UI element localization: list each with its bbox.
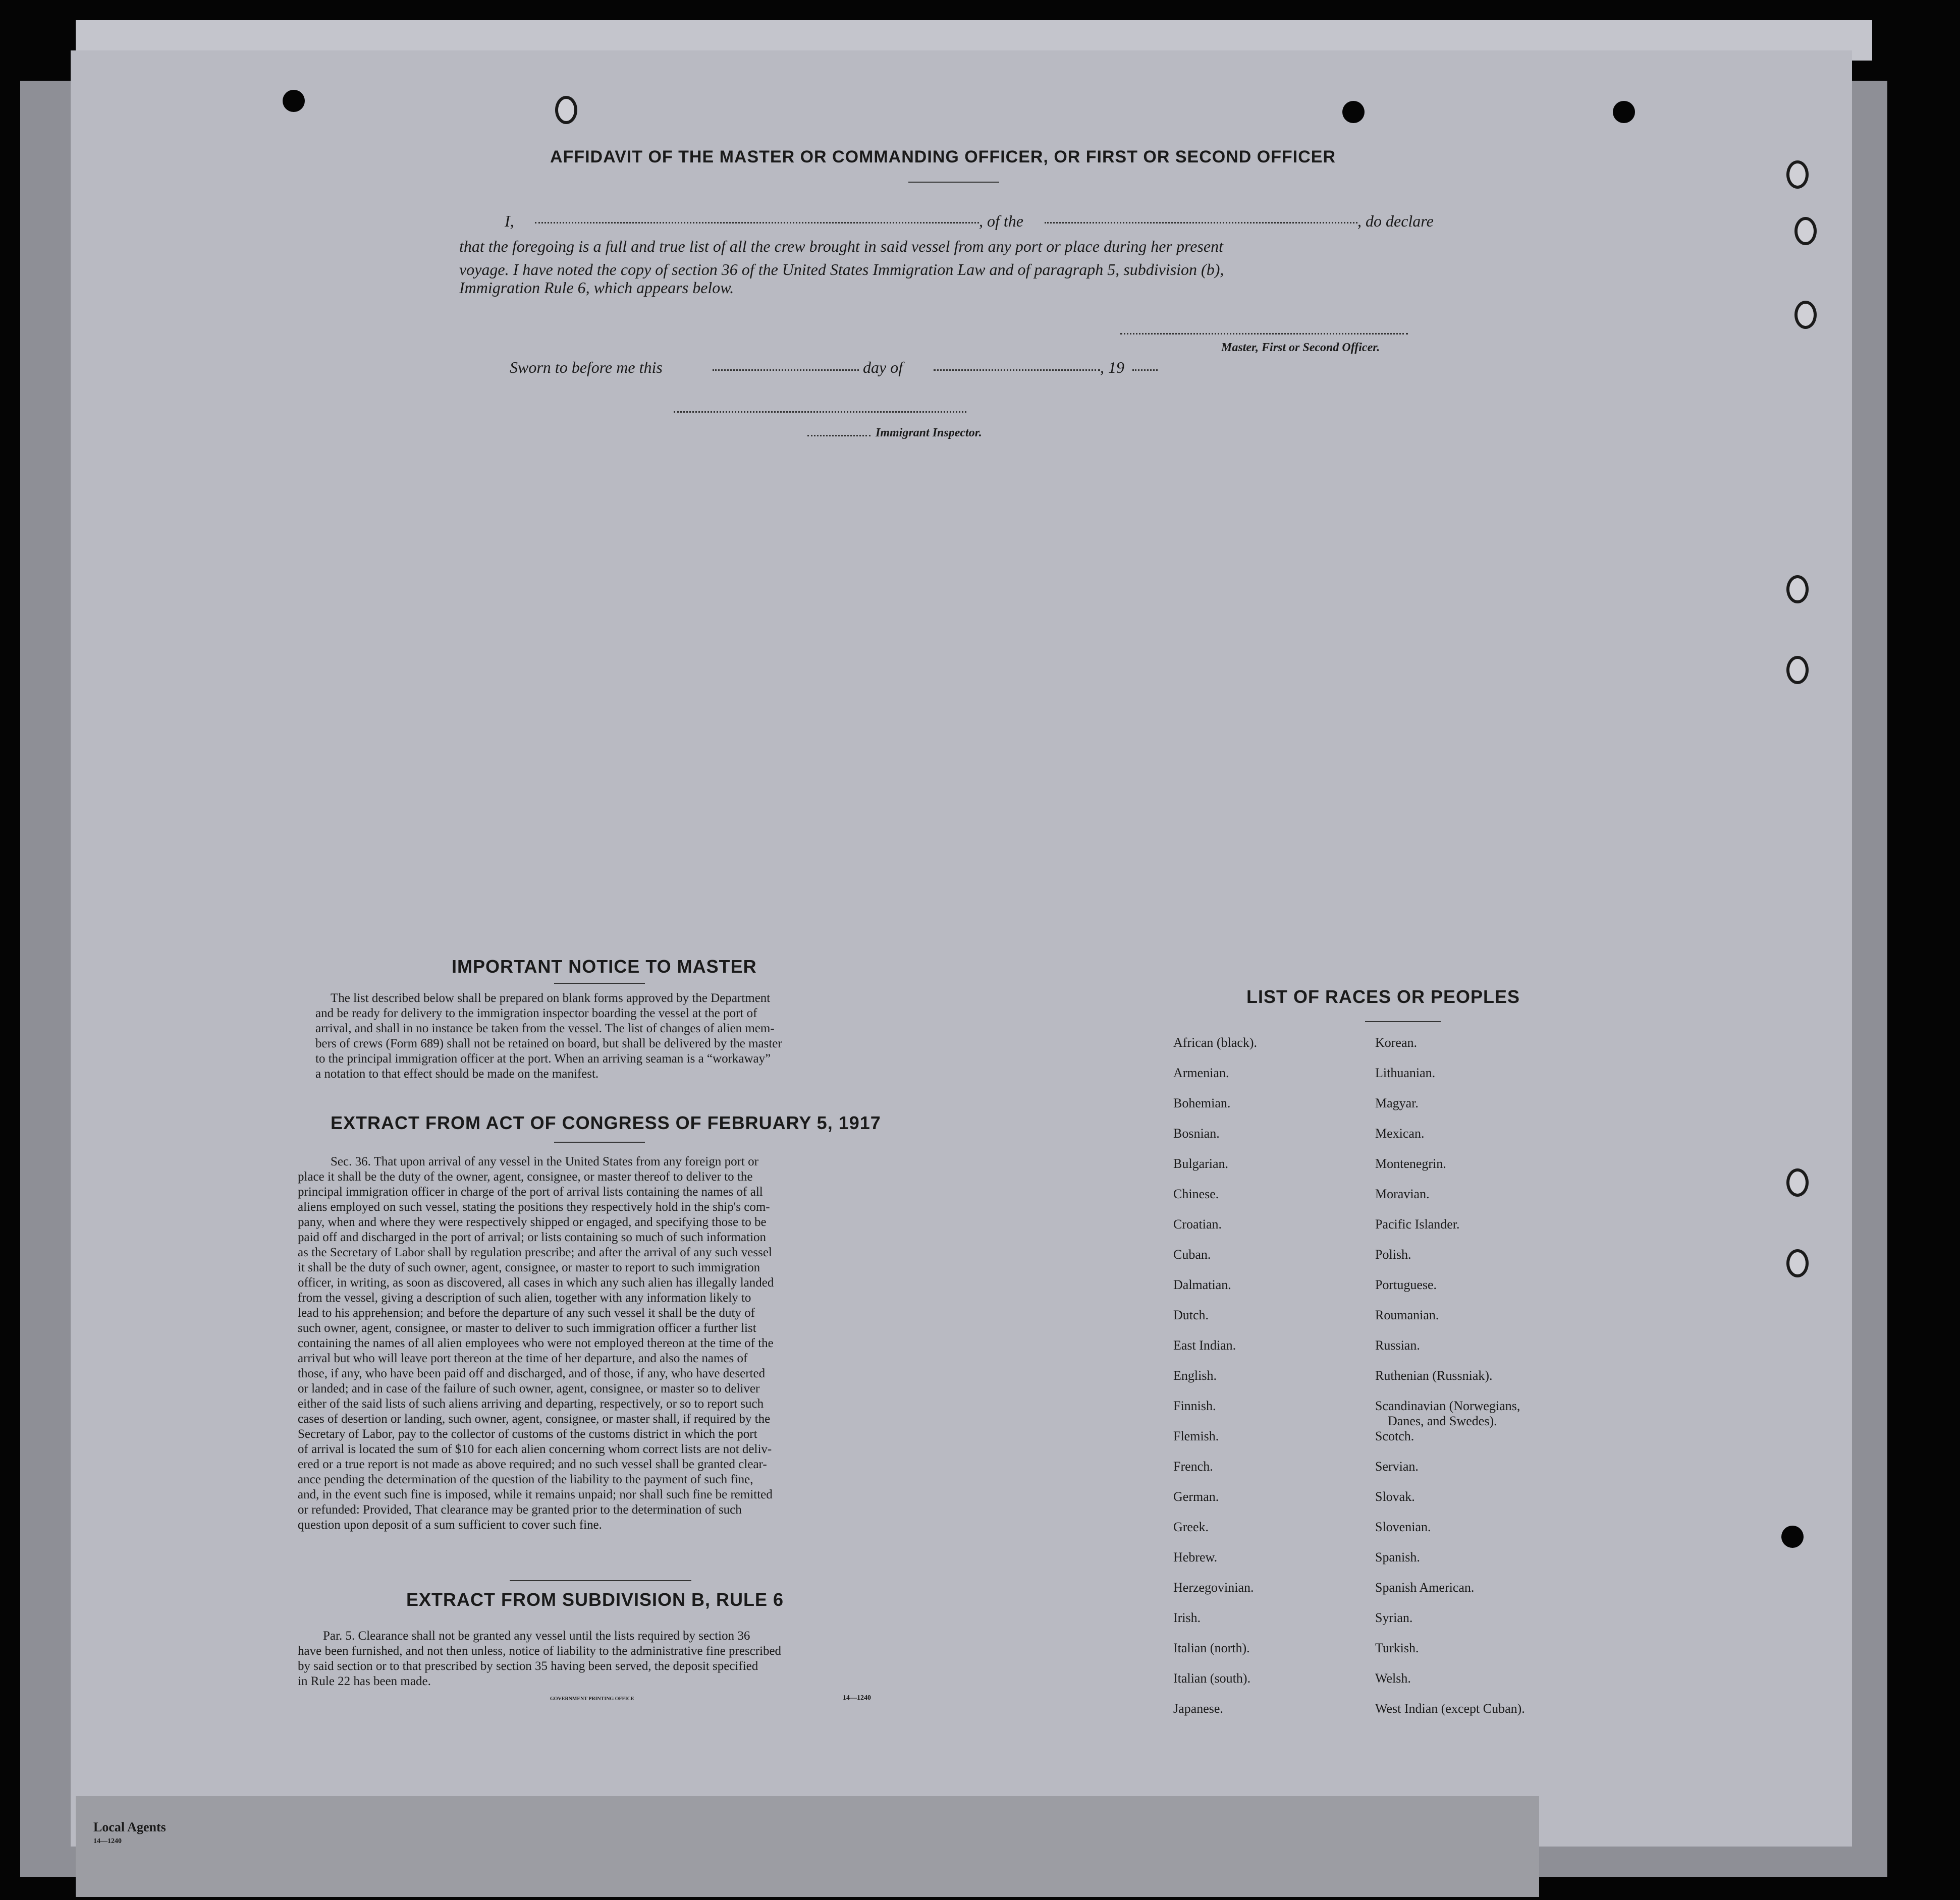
affidavit-line-2: that the foregoing is a full and true list of all the crew brought in said vessel from any port or place during her present <box>459 237 1223 255</box>
race-item: Turkish. <box>1375 1641 1419 1655</box>
master-name-field[interactable] <box>535 222 979 223</box>
race-item-continuation: Danes, and Swedes). <box>1388 1414 1497 1428</box>
act-line: Secretary of Labor, pay to the collector of customs of the customs district in which the port <box>298 1427 757 1441</box>
punch-hole <box>1342 101 1365 123</box>
stub-label <box>93 1820 166 1849</box>
printer-credit: GOVERNMENT PRINTING OFFICE <box>550 1696 634 1702</box>
form-sheet <box>71 50 1852 1847</box>
act-line: principal immigration officer in charge of the port of arrival lists containing the names of all <box>298 1185 763 1199</box>
act-line: lead to his apprehension; and before the departure of any such vessel it shall be the duty of <box>298 1306 755 1320</box>
race-item: Spanish. <box>1375 1550 1420 1564</box>
act-line: officer, in writing, as soon as discovered, all cases in which any such alien has illegally landed <box>298 1276 774 1290</box>
affidavit-of-the: , of the <box>979 212 1023 230</box>
race-item: Korean. <box>1375 1035 1418 1050</box>
notice-line: The list described below shall be prepared on blank forms approved by the Department <box>331 991 771 1005</box>
punch-hole <box>1786 1249 1809 1277</box>
race-item: Roumanian. <box>1375 1308 1439 1322</box>
race-item: Bulgarian. <box>1173 1156 1229 1171</box>
race-item: Cuban. <box>1173 1247 1211 1262</box>
act-line: of arrival is located the sum of $10 for each alien concerning whom correct lists are not deliv- <box>298 1442 772 1456</box>
act-line: as the Secretary of Labor shall by regulation prescribe; and after the arrival of any such vessel <box>298 1246 772 1259</box>
sworn-day-field[interactable] <box>713 369 859 371</box>
notice-line: to the principal immigration officer at the port. When an arriving seaman is a “workaway” <box>315 1052 771 1066</box>
race-item: Italian (north). <box>1173 1641 1250 1655</box>
race-item: Bosnian. <box>1173 1126 1220 1141</box>
race-item: Bohemian. <box>1173 1096 1231 1110</box>
inspector-label: Immigrant Inspector. <box>876 426 982 439</box>
race-item: Hebrew. <box>1173 1550 1218 1564</box>
act-line: or landed; and in case of the failure of such owner, agent, consignee, or master so to deliver <box>298 1382 760 1395</box>
race-item: Servian. <box>1375 1459 1419 1474</box>
act-line: Sec. 36. That upon arrival of any vessel in the United States from any foreign port or <box>331 1155 758 1168</box>
inspector-dots <box>807 435 870 436</box>
race-item: Dutch. <box>1173 1308 1209 1322</box>
act-line: paid off and discharged in the port of arrival; or lists containing so much of such information <box>298 1231 767 1244</box>
races-title: LIST OF RACES OR PEOPLES <box>1246 986 1520 1007</box>
act-line: such owner, agent, consignee, or master to deliver to such immigration officer a further list <box>298 1321 756 1335</box>
divider <box>1365 1021 1441 1022</box>
race-item: Portuguese. <box>1375 1277 1437 1292</box>
race-item: East Indian. <box>1173 1338 1236 1353</box>
notice-line: bers of crews (Form 689) shall not be retained on board, but shall be delivered by the master <box>315 1037 782 1050</box>
punch-hole <box>1794 301 1817 329</box>
race-item: Mexican. <box>1375 1126 1425 1141</box>
vessel-name-field[interactable] <box>1045 222 1357 223</box>
affidavit-title: AFFIDAVIT OF THE MASTER OR COMMANDING OFFICER, OR FIRST OR SECOND OFFICER <box>550 147 1336 166</box>
divider <box>908 182 999 183</box>
act-line: pany, when and where they were respectively shipped or engaged, and specifying those to be <box>298 1215 767 1229</box>
rule-text <box>298 1629 903 1689</box>
act-line: arrival but who will leave port thereon at the time of her departure, and also the names of <box>298 1352 748 1365</box>
rule-line: in Rule 22 has been made. <box>298 1674 431 1688</box>
race-item: Greek. <box>1173 1520 1209 1534</box>
act-line: cases of desertion or landing, such owner, agent, consignee, or master shall, if required by the <box>298 1412 771 1426</box>
punch-hole <box>1613 101 1635 123</box>
rule-line: have been furnished, and not then unless, notice of liability to the administrative fine prescribed <box>298 1644 782 1658</box>
race-item: Scotch. <box>1375 1429 1414 1443</box>
inspector-signature-field[interactable] <box>674 411 966 413</box>
race-item: Slovak. <box>1375 1489 1415 1504</box>
sworn-day-of: day of <box>863 358 903 376</box>
rule-line: by said section or to that prescribed by section 35 having been served, the deposit specified <box>298 1659 758 1673</box>
race-item: Magyar. <box>1375 1096 1419 1110</box>
punch-hole <box>1781 1526 1804 1548</box>
stub-line-2: 14—1240 <box>93 1837 122 1845</box>
affidavit-line-4: Immigration Rule 6, which appears below. <box>459 278 734 297</box>
punch-hole <box>1786 1168 1809 1197</box>
punch-hole <box>555 96 577 124</box>
stub-line-1: Local Agents <box>93 1820 166 1834</box>
race-item: Armenian. <box>1173 1066 1229 1080</box>
race-item: English. <box>1173 1368 1217 1383</box>
divider <box>510 1580 691 1581</box>
divider <box>554 1142 645 1143</box>
sworn-month-field[interactable] <box>934 369 1100 371</box>
affidavit-do-declare: , do declare <box>1357 212 1434 230</box>
punch-hole <box>283 90 305 112</box>
rule-line: Par. 5. Clearance shall not be granted any vessel until the lists required by section 36 <box>323 1629 750 1643</box>
act-line: or refunded: Provided, That clearance may be granted prior to the determination of such <box>298 1503 742 1517</box>
punch-hole <box>1786 575 1809 603</box>
race-item: Irish. <box>1173 1610 1201 1625</box>
race-item: Welsh. <box>1375 1671 1411 1686</box>
rule-title: EXTRACT FROM SUBDIVISION B, RULE 6 <box>406 1589 784 1610</box>
act-line: it shall be the duty of such owner, agent, consignee, or master to report to such immigration <box>298 1261 760 1274</box>
act-line: and, in the event such fine is imposed, while it remains unpaid; nor shall such fine be remitted <box>298 1488 773 1501</box>
notice-line: arrival, and shall in no instance be taken from the vessel. The list of changes of alien mem- <box>315 1022 775 1035</box>
race-item: Slovenian. <box>1375 1520 1431 1534</box>
race-item-text: Scandinavian (Norwegians, <box>1375 1399 1520 1413</box>
act-line: place it shall be the duty of the owner, agent, consignee, or master thereof to deliver to the <box>298 1170 753 1184</box>
race-item: Ruthenian (Russniak). <box>1375 1368 1493 1383</box>
race-item: Montenegrin. <box>1375 1156 1446 1171</box>
punch-hole <box>1786 656 1809 684</box>
races-left-column <box>1173 1035 1257 1731</box>
race-item: Herzegovinian. <box>1173 1580 1254 1595</box>
notice-line: and be ready for delivery to the immigration inspector boarding the vessel at the port of <box>315 1007 757 1020</box>
act-line: from the vessel, giving a description of such alien, together with any information likely to <box>298 1291 751 1305</box>
race-item: Moravian. <box>1375 1187 1430 1201</box>
act-line: ance pending the determination of the question of the liability to the payment of such fine, <box>298 1473 753 1486</box>
race-item: Finnish. <box>1173 1399 1216 1413</box>
race-item: Syrian. <box>1375 1610 1413 1625</box>
act-line: ered or a true report is not made as above required; and no such vessel shall be granted clear- <box>298 1458 767 1471</box>
race-item: African (black). <box>1173 1035 1258 1050</box>
race-item: Russian. <box>1375 1338 1420 1353</box>
punch-hole <box>1786 160 1809 189</box>
act-line: either of the said lists of such aliens arriving and departing, respectively, or so to report such <box>298 1397 764 1411</box>
race-item: Italian (south). <box>1173 1671 1251 1686</box>
race-item: Polish. <box>1375 1247 1411 1262</box>
race-item: West Indian (except Cuban). <box>1375 1701 1525 1716</box>
race-item: German. <box>1173 1489 1219 1504</box>
affidavit-line-3: voyage. I have noted the copy of section 36 of the United States Immigration Law and of paragraph 5, subdivision (b), <box>459 260 1224 278</box>
notice-title: IMPORTANT NOTICE TO MASTER <box>452 956 757 977</box>
notice-line: a notation to that effect should be made on the manifest. <box>315 1067 599 1081</box>
race-item: Lithuanian. <box>1375 1066 1436 1080</box>
act-line: aliens employed on such vessel, stating the positions they respectively hold in the ship's com- <box>298 1200 770 1214</box>
race-item: Croatian. <box>1173 1217 1222 1232</box>
affidavit-i: I, <box>505 212 514 230</box>
race-item: Spanish American. <box>1375 1580 1475 1595</box>
act-line: those, if any, who have been paid off and discharged, and of those, if any, who have deserted <box>298 1367 766 1380</box>
race-item: Chinese. <box>1173 1187 1219 1201</box>
race-item: French. <box>1173 1459 1213 1474</box>
act-title: EXTRACT FROM ACT OF CONGRESS OF FEBRUARY 5, 1917 <box>331 1112 881 1133</box>
race-item <box>1375 1399 1525 1429</box>
master-signature-label: Master, First or Second Officer. <box>1221 341 1380 354</box>
form-number: 14—1240 <box>843 1694 871 1702</box>
act-line: containing the names of all alien employees who were not employed thereon at the time of the <box>298 1336 774 1350</box>
master-signature-field[interactable] <box>1120 333 1408 334</box>
race-item: Flemish. <box>1173 1429 1219 1443</box>
sworn-year: , 19 <box>1100 358 1124 376</box>
sworn-text: Sworn to before me this <box>510 358 663 376</box>
divider <box>554 983 645 984</box>
race-item: Dalmatian. <box>1173 1277 1231 1292</box>
punch-hole <box>1794 217 1817 245</box>
notice-text <box>315 991 898 1082</box>
act-text <box>298 1154 896 1533</box>
race-item: Pacific Islander. <box>1375 1217 1460 1232</box>
act-line: question upon deposit of a sum sufficient to cover such fine. <box>298 1518 602 1532</box>
race-item: Japanese. <box>1173 1701 1223 1716</box>
races-right-column <box>1375 1035 1525 1731</box>
bottom-stub <box>76 1796 1539 1897</box>
sworn-year-field[interactable] <box>1132 369 1158 371</box>
